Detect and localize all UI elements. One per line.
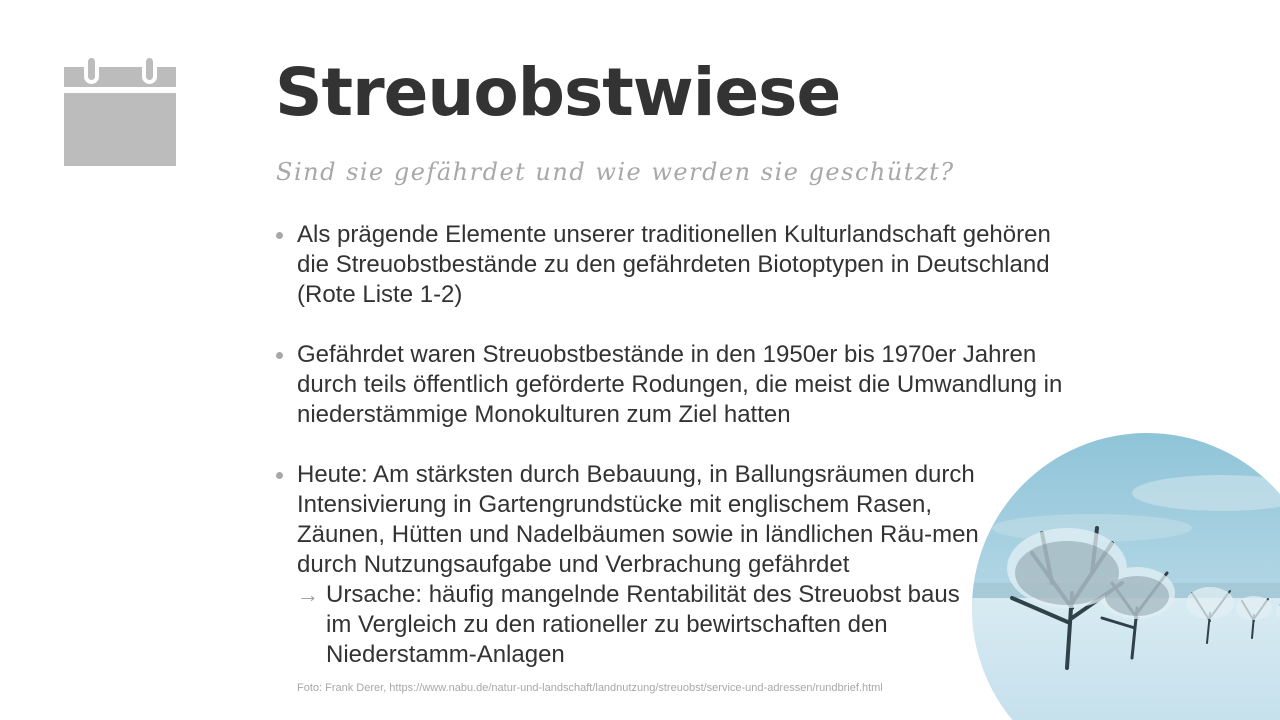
- bullet-text: Als prägende Elemente unserer traditionellen Kulturlandschaft gehören die Streuobstbestände zu den gefährdeten Biotoptypen in Deutschland (Rote Liste 1-2): [297, 221, 1051, 308]
- photo-caption: Foto: Frank Derer, https://www.nabu.de/natur-und-landschaft/landnutzung/streuobst/service-und-adressen/rundbrief.html: [297, 682, 883, 694]
- right-arrow-icon: →: [297, 582, 319, 607]
- bullet-text: Gefährdet waren Streuobstbestände in den 1950er bis 1970er Jahren durch teils öffentlich geförderte Rodungen, die meist die Umwandlung in niederstämmige Monokulturen zum Ziel hatten: [297, 341, 1063, 428]
- sub-bullet-text: Ursache: häufig mangelnde Rentabilität des Streuobst baus im Vergleich zu den rationeller zu bewirtschaften den Niederstamm-Anlagen: [326, 581, 960, 668]
- bullet-dot-icon: [276, 472, 283, 479]
- sub-bullet: [297, 580, 966, 670]
- bullet-item: [276, 460, 1076, 670]
- bullet-dot-icon: [276, 352, 283, 359]
- bullet-dot-icon: [276, 232, 283, 239]
- bullet-text: Heute: Am stärksten durch Bebauung, in Ballungsräumen durch Intensivierung in Gartengrundstücke mit englischem Rasen, Zäunen, Hütten und Nadelbäumen sowie in ländlichen Räu-men durch Nutzungsaufgabe und Verbrachung gefährdet: [297, 461, 979, 578]
- bullet-item: [276, 220, 1076, 310]
- slide-title: Streuobstwiese: [275, 54, 841, 131]
- slide-subtitle: Sind sie gefährdet und wie werden sie geschützt?: [276, 158, 955, 186]
- bullet-item: [276, 340, 1076, 430]
- calendar-icon: [64, 54, 176, 166]
- bullet-list: [276, 220, 1076, 700]
